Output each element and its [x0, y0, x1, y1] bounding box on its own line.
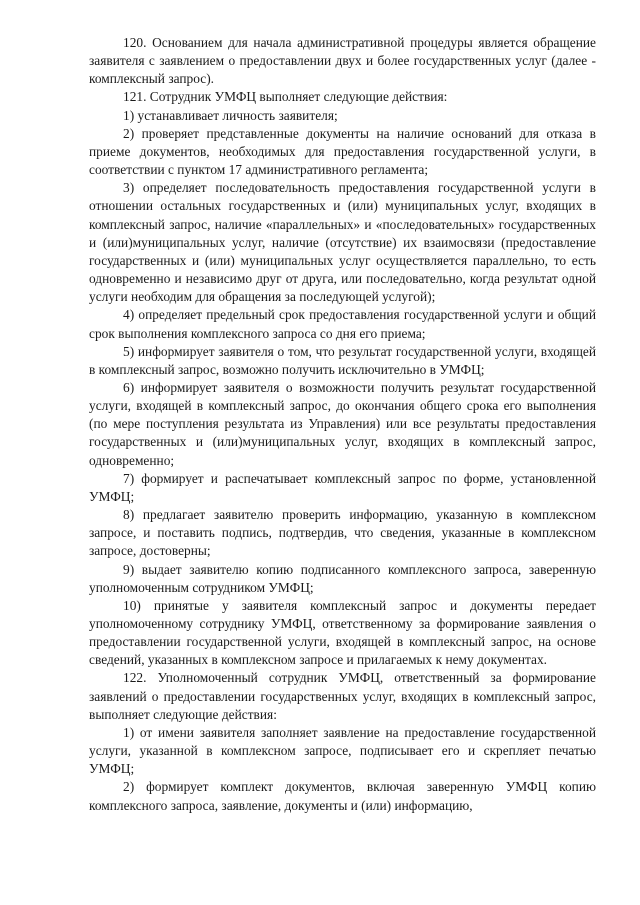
list-item: 1) от имени заявителя заполняет заявление на предоставление государственной услуги, указанной в комплексном запросе, подписывает его и скрепляет печатью УМФЦ;	[89, 724, 596, 777]
list-item: 4) определяет предельный срок предоставления государственной услуги и общий срок выполнения комплексного запроса со дня его приема;	[89, 307, 596, 341]
list-item: 2) проверяет представленные документы на наличие оснований для отказа в приеме документов, необходимых для предоставления государственной услуги, в соответствии с пунктом 17 административного регламента;	[89, 125, 596, 178]
document-page	[89, 34, 596, 815]
paragraph-120: 120. Основанием для начала административной процедуры является обращение заявителя с заявлением о предоставлении двух и более государственных услуг (далее - комплексный запрос).	[89, 35, 596, 87]
list-item: 2) формирует комплект документов, включая заверенную УМФЦ копию комплексного запроса, заявление, документы и (или) информацию,	[89, 779, 596, 813]
list-item: 1) устанавливает личность заявителя;	[123, 107, 338, 123]
list-item: 7) формирует и распечатывает комплексный запрос по форме, установленной УМФЦ;	[89, 470, 596, 504]
list-item: 5) информирует заявителя о том, что результат государственной услуги, входящей в комплексный запрос, возможно получить исключительно в УМФЦ;	[89, 343, 596, 377]
list-item: 9) выдает заявителю копию подписанного комплексного запроса, заверенную уполномоченным сотрудником УМФЦ;	[89, 561, 596, 595]
list-item: 6) информирует заявителя о возможности получить результат государственной услуги, входящей в комплексный запрос, до окончания общего срока его выполнения (по мере поступления результата из Управления) или все результаты предоставления государственных и (или)муниципальных услуг, входящих в комплексный запрос, одновременно;	[89, 379, 596, 468]
list-item: 10) принятые у заявителя комплексный запрос и документы передает уполномоченному сотруднику УМФЦ, ответственному за формирование заявления о предоставлении государственной услуги, входящей в комплексный запрос, на основе сведений, указанных в комплексном запросе и прилагаемых к нему документах.	[89, 597, 596, 668]
list-item: 8) предлагает заявителю проверить информацию, указанную в комплексном запросе, и поставить подпись, подтвердив, что сведения, указанные в комплексном запросе, достоверны;	[89, 507, 596, 559]
paragraph-121: 121. Сотрудник УМФЦ выполняет следующие действия:	[123, 89, 448, 105]
paragraph-122: 122. Уполномоченный сотрудник УМФЦ, ответственный за формирование заявлений о предоставлении государственных услуг, входящих в комплексный запрос, выполняет следующие действия:	[89, 670, 596, 722]
list-item: 3) определяет последовательность предоставления государственной услуги в отношении остальных государственных и (или) муниципальных услуг, входящих в комплексный запрос, наличие «параллельных» и «последовательных» государственных и (или)муниципальных услуг, наличие (отсутствие) их взаимосвязи (предоставление государственных и (или) муниципальных услуг осуществляется параллельно, то есть одновременно и независимо друг от друга, или последовательно, когда результат одной услуги необходим для обращения за последующей услугой);	[89, 180, 596, 305]
